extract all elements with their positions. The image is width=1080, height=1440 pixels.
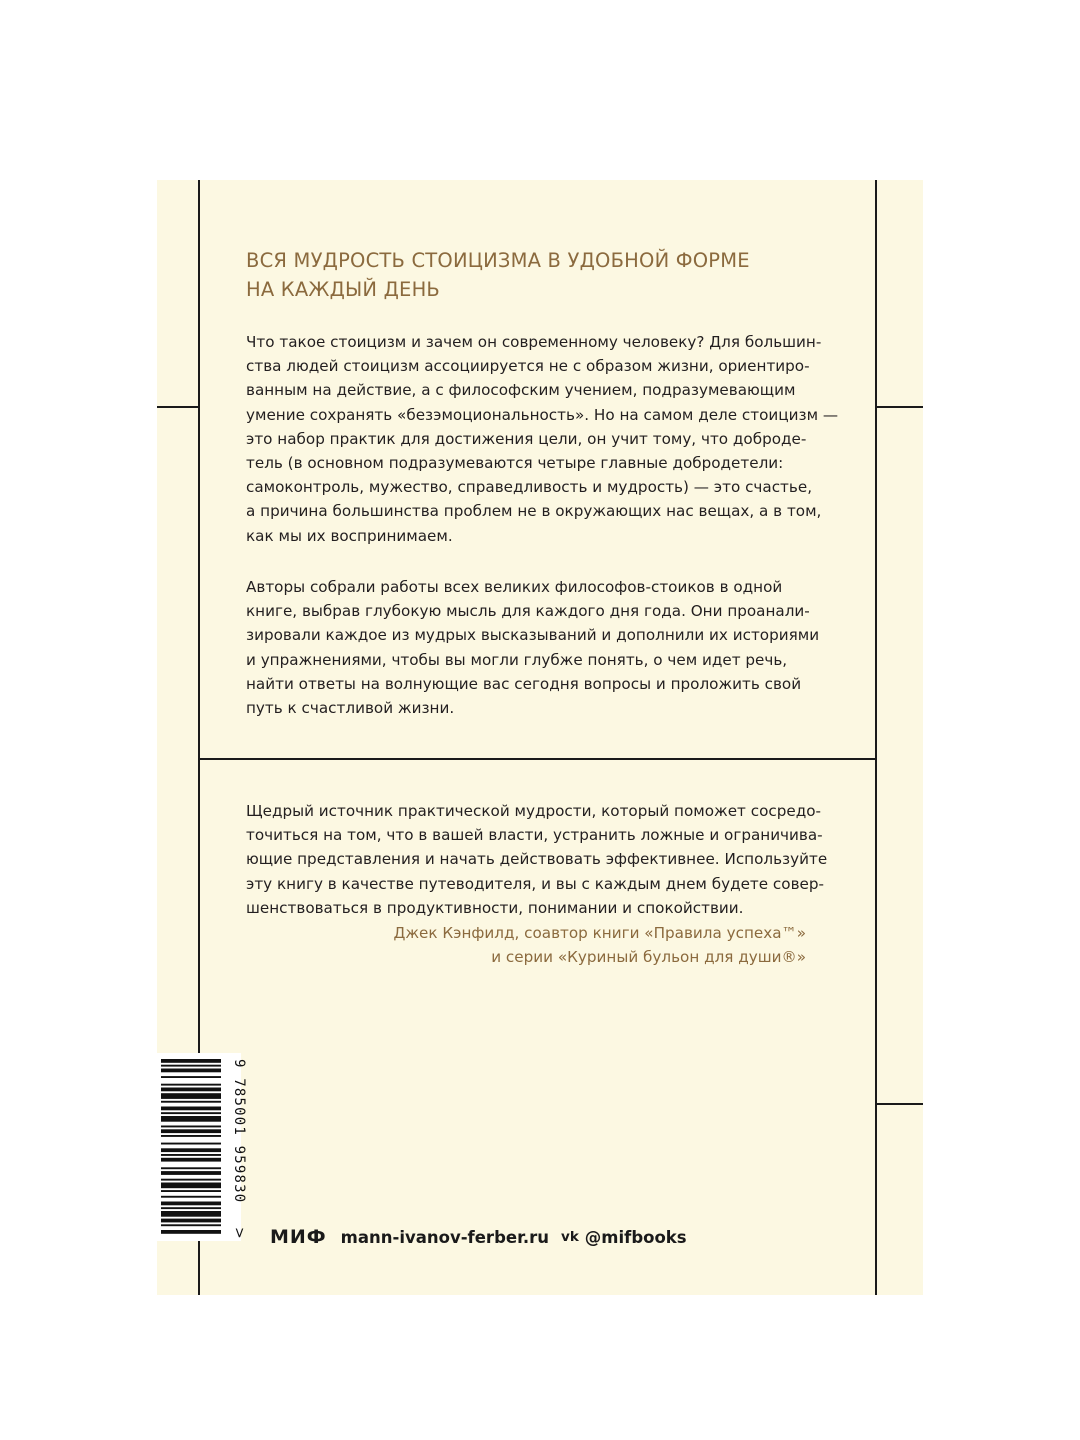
cover-heading — [246, 246, 846, 304]
text-line: путь к счастливой жизни. — [246, 699, 455, 718]
text-line: Щедрый источник практической мудрости, который поможет сосредо- — [246, 802, 821, 820]
vk-icon: vk — [561, 1229, 579, 1245]
isbn-barcode — [157, 1053, 247, 1241]
text-line: шенствоваться в продуктивности, понимании и спокойствии. — [246, 898, 744, 917]
text-line: как мы их воспринимаем. — [246, 526, 453, 545]
section-divider-line — [198, 758, 877, 760]
text-line: и упражнениями, чтобы вы могли глубже понять, о чем идет речь, — [246, 650, 788, 669]
barcode-bar — [161, 1196, 221, 1198]
barcode-bar — [161, 1171, 221, 1175]
social-handle[interactable]: @mifbooks — [584, 1227, 687, 1247]
barcode-bar — [161, 1179, 221, 1181]
right-tick-line-bottom — [875, 1103, 923, 1105]
barcode-digits: 9 785001 959830 — [231, 1059, 247, 1204]
text-line: ванным на действие, а с философским учением, подразумевающим — [246, 381, 796, 400]
barcode-bar — [161, 1183, 221, 1189]
book-back-cover — [157, 180, 923, 1295]
barcode-bar — [161, 1158, 221, 1162]
attribution-line-2: и серии «Куриный бульон для души®» — [491, 948, 806, 967]
barcode-bar — [161, 1088, 221, 1092]
barcode-graphic — [157, 1053, 247, 1241]
barcode-bar — [161, 1084, 221, 1086]
barcode-bar — [161, 1207, 221, 1209]
barcode-bar — [161, 1154, 221, 1156]
quote-attribution — [393, 921, 806, 970]
text-line: ющие представления и начать действовать эффективнее. Используйте — [246, 850, 828, 869]
barcode-bar — [161, 1112, 221, 1114]
text-line: найти ответы на волнующие вас сегодня вопросы и проложить свой — [246, 674, 802, 693]
barcode-bar — [161, 1143, 221, 1145]
attribution-line-1: Джек Кэнфилд, соавтор книги «Правила успеха™» — [393, 924, 806, 942]
barcode-bar — [161, 1129, 221, 1133]
barcode-bar — [161, 1076, 221, 1078]
text-line: Авторы собрали работы всех великих философов-стоиков в одной — [246, 578, 783, 596]
heading-line-1: ВСЯ МУДРОСТЬ СТОИЦИЗМА В УДОБНОЙ ФОРМЕ — [246, 249, 750, 272]
left-tick-line — [157, 406, 198, 408]
heading-line-2: НА КАЖДЫЙ ДЕНЬ — [246, 278, 441, 301]
barcode-bar — [161, 1093, 221, 1099]
barcode-bar — [161, 1126, 221, 1128]
text-line: тель (в основном подразумеваются четыре главные добродетели: — [246, 454, 784, 473]
text-line: ства людей стоицизм ассоциируется не с образом жизни, ориентиро- — [246, 357, 810, 376]
text-line: умение сохранять «безэмоциональность». Но на самом деле стоицизм — — [246, 405, 839, 424]
description-paragraph-2 — [246, 575, 820, 720]
barcode-arrow: > — [231, 1227, 247, 1239]
barcode-bar — [161, 1135, 221, 1137]
barcode-bar — [161, 1107, 221, 1111]
description-paragraph-1 — [246, 330, 839, 548]
right-tick-line-top — [875, 406, 923, 408]
barcode-bar — [161, 1148, 221, 1152]
right-frame-line — [875, 180, 877, 1295]
barcode-bar — [161, 1167, 221, 1169]
barcode-bar — [161, 1116, 221, 1122]
barcode-bar — [161, 1211, 221, 1217]
testimonial-quote — [246, 799, 828, 920]
text-line: точиться на том, что в вашей власти, устранить ложные и ограничива- — [246, 826, 823, 845]
barcode-bar — [161, 1190, 221, 1192]
text-line: это набор практик для достижения цели, он учит тому, что доброде- — [246, 429, 807, 448]
publisher-logo: МИФ — [270, 1226, 327, 1248]
barcode-bar — [161, 1101, 221, 1103]
barcode-bar — [161, 1219, 221, 1223]
text-line: книге, выбрав глубокую мысль для каждого дня года. Они проанали- — [246, 602, 810, 621]
barcode-bar — [161, 1230, 221, 1234]
barcode-bar — [161, 1065, 221, 1067]
text-line: самоконтроль, мужество, справедливость и мудрость) — это счастье, — [246, 478, 813, 497]
text-line: эту книгу в качестве путеводителя, и вы с каждым днем будете совер- — [246, 874, 824, 893]
text-line: зировали каждое из мудрых высказываний и дополнили их историями — [246, 626, 820, 645]
barcode-bar — [161, 1069, 221, 1073]
website-link[interactable]: mann-ivanov-ferber.ru — [340, 1227, 550, 1247]
barcode-bar — [161, 1224, 221, 1226]
text-line: Что такое стоицизм и зачем он современному человеку? Для большин- — [246, 333, 822, 351]
text-line: а причина большинства проблем не в окружающих нас вещах, а в том, — [246, 502, 822, 521]
publisher-footer — [270, 1225, 687, 1249]
barcode-bar — [161, 1202, 221, 1206]
barcode-bar — [161, 1059, 221, 1063]
